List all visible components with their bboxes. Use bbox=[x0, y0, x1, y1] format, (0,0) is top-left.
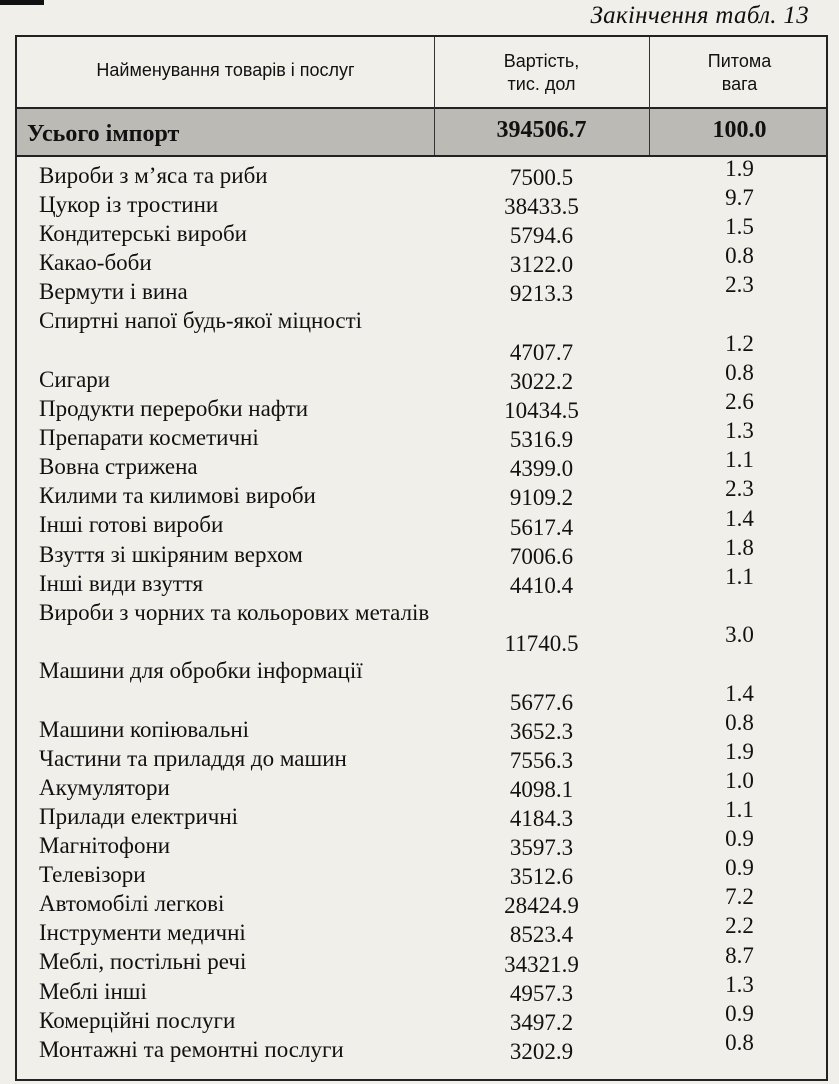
row-name: Сигари bbox=[39, 366, 111, 392]
row-name: Меблі, постільні речі bbox=[39, 949, 247, 975]
row-name: Меблі інші bbox=[39, 978, 147, 1004]
header-divider bbox=[17, 107, 826, 109]
header-value bbox=[434, 50, 649, 96]
row-value: 7006.6 bbox=[509, 543, 574, 569]
row-value: 11740.5 bbox=[504, 631, 579, 657]
row-share: 3.0 bbox=[725, 622, 754, 648]
row-name: Взуття зі шкіряним верхом bbox=[39, 541, 303, 567]
row-value: 3497.2 bbox=[509, 1009, 574, 1035]
row-value: 3652.3 bbox=[509, 718, 574, 744]
table-row bbox=[17, 418, 826, 453]
table-row bbox=[17, 447, 826, 482]
row-value: 4707.7 bbox=[509, 339, 574, 365]
table-row bbox=[17, 214, 826, 249]
row-share: 9.7 bbox=[725, 185, 754, 211]
table-row bbox=[17, 594, 826, 657]
row-share: 1.2 bbox=[725, 330, 754, 356]
row-share: 0.9 bbox=[725, 1000, 754, 1026]
total-share: 100.0 bbox=[712, 117, 767, 143]
row-share: 7.2 bbox=[725, 884, 754, 910]
row-value: 28424.9 bbox=[504, 893, 579, 919]
row-value: 3512.6 bbox=[509, 864, 574, 890]
row-value: 5617.4 bbox=[509, 514, 574, 540]
row-share: 2.3 bbox=[725, 272, 754, 298]
row-name: Частини та приладдя до машин bbox=[39, 745, 347, 771]
row-share: 1.1 bbox=[725, 797, 754, 823]
row-share: 0.9 bbox=[725, 826, 754, 852]
table-row bbox=[17, 243, 826, 278]
row-name: Продукти переробки нафти bbox=[39, 396, 309, 422]
row-value: 3597.3 bbox=[509, 835, 574, 861]
row-value: 4184.3 bbox=[509, 806, 574, 832]
table-row bbox=[17, 709, 826, 744]
row-share: 1.1 bbox=[725, 563, 754, 589]
row-value: 10434.5 bbox=[504, 398, 579, 424]
table-row bbox=[17, 913, 826, 948]
row-name: Монтажні та ремонтні послуги bbox=[39, 1036, 344, 1062]
row-value: 5316.9 bbox=[509, 427, 574, 453]
total-label: Усього імпорт bbox=[27, 121, 180, 147]
table-row bbox=[17, 360, 826, 395]
row-name: Какао-боби bbox=[39, 250, 152, 276]
row-name: Вироби з чорних та кольорових металів bbox=[39, 599, 430, 625]
row-value: 4098.1 bbox=[509, 777, 574, 802]
row-share: 0.8 bbox=[725, 360, 754, 386]
row-share: 0.8 bbox=[725, 709, 754, 735]
table-row bbox=[17, 855, 826, 890]
row-share: 1.5 bbox=[725, 214, 754, 240]
table-row bbox=[17, 738, 826, 773]
row-name: Інструменти медичні bbox=[39, 920, 246, 946]
row-name: Вермути і вина bbox=[39, 279, 188, 305]
table-row bbox=[17, 476, 826, 511]
row-share: 1.4 bbox=[725, 505, 754, 531]
row-share: 2.2 bbox=[725, 913, 754, 939]
row-name: Машини копіювальні bbox=[39, 716, 250, 742]
row-value: 8523.4 bbox=[509, 922, 574, 948]
table-row bbox=[17, 652, 826, 715]
row-share: 1.9 bbox=[725, 156, 754, 182]
row-value: 5677.6 bbox=[509, 689, 574, 715]
table-row bbox=[17, 156, 826, 191]
row-value: 7556.3 bbox=[509, 747, 574, 773]
row-name: Вовна стрижена bbox=[39, 454, 198, 480]
row-share: 1.8 bbox=[725, 534, 754, 560]
row-name: Магнітофони bbox=[39, 833, 171, 859]
row-share: 1.4 bbox=[725, 680, 754, 706]
table-row bbox=[17, 302, 826, 365]
row-share: 0.8 bbox=[725, 243, 754, 269]
table-row bbox=[17, 534, 826, 569]
header-share-text: Питома вага bbox=[707, 51, 772, 94]
row-name: Спиртні напої будь-якої міцності bbox=[39, 308, 363, 334]
row-name: Інші види взуття bbox=[39, 570, 204, 596]
header-value-text: Вартість, тис. дол bbox=[503, 51, 580, 94]
total-value: 394506.7 bbox=[496, 117, 587, 143]
row-name: Автомобілі легкові bbox=[39, 891, 225, 917]
row-share: 1.0 bbox=[725, 768, 754, 793]
table-row bbox=[17, 185, 826, 220]
row-share: 1.3 bbox=[725, 971, 754, 997]
table-row bbox=[17, 826, 826, 861]
row-share: 1.9 bbox=[725, 738, 754, 764]
row-name: Цукор із тростини bbox=[39, 192, 219, 218]
row-name: Машини для обробки інформації bbox=[39, 658, 363, 684]
row-name: Препарати косметичні bbox=[39, 425, 259, 451]
table-row bbox=[17, 942, 826, 977]
row-share: 2.6 bbox=[725, 389, 754, 415]
row-name: Вироби з м’яса та риби bbox=[39, 163, 268, 188]
row-value: 3022.2 bbox=[509, 369, 574, 395]
table-row bbox=[17, 1000, 826, 1035]
table-row bbox=[17, 768, 826, 802]
table-row bbox=[17, 272, 826, 307]
row-value: 38433.5 bbox=[504, 194, 579, 220]
table-body bbox=[17, 156, 826, 1064]
import-table bbox=[15, 35, 828, 1081]
row-value: 5794.6 bbox=[509, 223, 574, 249]
row-value: 4410.4 bbox=[509, 572, 574, 598]
row-share: 8.7 bbox=[725, 942, 754, 968]
row-name: Килими та килимові вироби bbox=[39, 483, 316, 509]
row-name: Телевізори bbox=[39, 862, 146, 888]
row-value: 4399.0 bbox=[509, 456, 574, 482]
row-value: 34321.9 bbox=[504, 951, 579, 977]
table-row bbox=[17, 971, 826, 1006]
table-row bbox=[17, 797, 826, 832]
table-row bbox=[17, 1029, 826, 1064]
row-name: Акумулятори bbox=[39, 774, 170, 800]
row-share: 2.3 bbox=[725, 476, 754, 502]
row-name: Кондитерські вироби bbox=[39, 221, 247, 247]
top-edge-mark bbox=[0, 0, 44, 5]
row-share: 1.1 bbox=[725, 447, 754, 473]
header-share bbox=[649, 50, 830, 96]
table-row bbox=[17, 884, 826, 919]
table-row bbox=[17, 563, 826, 598]
row-value: 3202.9 bbox=[509, 1038, 574, 1064]
row-share: 0.8 bbox=[725, 1029, 754, 1055]
row-value: 9213.3 bbox=[509, 281, 574, 307]
row-value: 3122.0 bbox=[509, 252, 574, 278]
row-name: Інші готові вироби bbox=[39, 512, 224, 538]
row-name: Комерційні послуги bbox=[39, 1007, 236, 1033]
row-value: 4957.3 bbox=[509, 980, 574, 1006]
table-row bbox=[17, 505, 826, 540]
row-share: 1.3 bbox=[725, 418, 754, 444]
header-name: Найменування товарів і послуг bbox=[96, 60, 355, 80]
row-value: 7500.5 bbox=[509, 165, 574, 191]
row-share: 0.9 bbox=[725, 855, 754, 881]
row-name: Прилади електричні bbox=[39, 804, 239, 829]
table-caption: Закінчення табл. 13 bbox=[590, 2, 809, 29]
table-row bbox=[17, 389, 826, 424]
row-value: 9109.2 bbox=[509, 485, 574, 511]
